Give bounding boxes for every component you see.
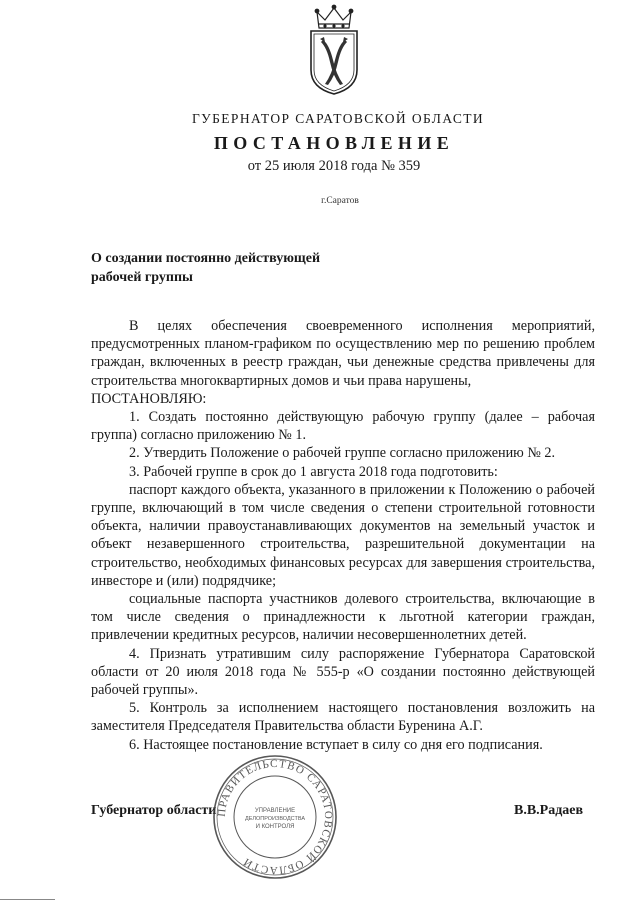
item-4: 4. Признать утратившим силу распоряжение Губернатора Саратовской области от 20 июля 2018 года № 555-р «О создании постоянно действующей рабочей группы». bbox=[91, 645, 595, 699]
svg-text:ДЕЛОПРОИЗВОДСТВА: ДЕЛОПРОИЗВОДСТВА bbox=[244, 816, 306, 822]
item-3: 3. Рабочей группе в срок до 1 августа 2018 года подготовить: bbox=[129, 463, 498, 480]
document-subject bbox=[91, 249, 411, 287]
item-3-social-passport: социальные паспорта участников долевого строительства, включающие в том числе сведения о принадлежности к льготной категории граждан, привлечении кредитных ресурсов, наличии несовершеннолетних детей. bbox=[91, 591, 595, 644]
signature-title: Губернатор области bbox=[91, 803, 217, 818]
svg-text:УПРАВЛЕНИЕ: УПРАВЛЕНИЕ bbox=[254, 808, 296, 814]
document-date-number: от 25 июля 2018 года № 359 bbox=[247, 158, 421, 174]
document-place: г.Саратов bbox=[321, 196, 359, 206]
issuer-title: ГУБЕРНАТОР САРАТОВСКОЙ ОБЛАСТИ bbox=[191, 111, 485, 126]
svg-text:И КОНТРОЛЯ: И КОНТРОЛЯ bbox=[255, 824, 295, 830]
resolve-word: ПОСТАНОВЛЯЮ: bbox=[91, 390, 207, 407]
subject-line-2: рабочей группы bbox=[91, 270, 193, 285]
item-2: 2. Утвердить Положение о рабочей группе согласно приложению № 2. bbox=[129, 445, 556, 462]
item-3-passport: паспорт каждого объекта, указанного в приложении к Положению о рабочей группе, включающий в том числе сведения о степени строительной готовности объекта, наличии правоустанавливающих документов на земельный участок и объект незавершенного строительства, разрешительной документации на строительство, необходимых финансовых ресурсах для завершения строительства, инвесторе и (или) подрядчике; bbox=[91, 481, 595, 589]
subject-line-1: О создании постоянно действующей bbox=[91, 251, 321, 266]
svg-text:ПРАВИТЕЛЬСТВО САРАТОВСКОЙ ОБЛА: ПРАВИТЕЛЬСТВО САРАТОВСКОЙ ОБЛАСТИ bbox=[215, 757, 335, 877]
coat-of-arms-icon bbox=[303, 4, 365, 96]
footer-rule bbox=[0, 899, 55, 900]
signature-name: В.В.Радаев bbox=[514, 803, 584, 818]
document-type: ПОСТАНОВЛЕНИЕ bbox=[213, 133, 455, 153]
preamble-paragraph: В целях обеспечения своевременного исполнения мероприятий, предусмотренных планом-графиком по осуществлению мер по решению проблем граждан, включенных в реестр граждан, чьи денежные средства привлечены для строительства многоквартирных домов и чьи права нарушены, bbox=[91, 318, 595, 389]
item-1: 1. Создать постоянно действующую рабочую группу (далее – рабочая группа) согласно приложению № 1. bbox=[91, 409, 595, 444]
official-stamp-icon bbox=[210, 752, 340, 882]
item-6: 6. Настоящее постановление вступает в силу со дня его подписания. bbox=[129, 736, 543, 753]
document-body bbox=[91, 317, 595, 754]
item-5: 5. Контроль за исполнением настоящего постановления возложить на заместителя Председателя Правительства области Буренина А.Г. bbox=[91, 700, 595, 735]
